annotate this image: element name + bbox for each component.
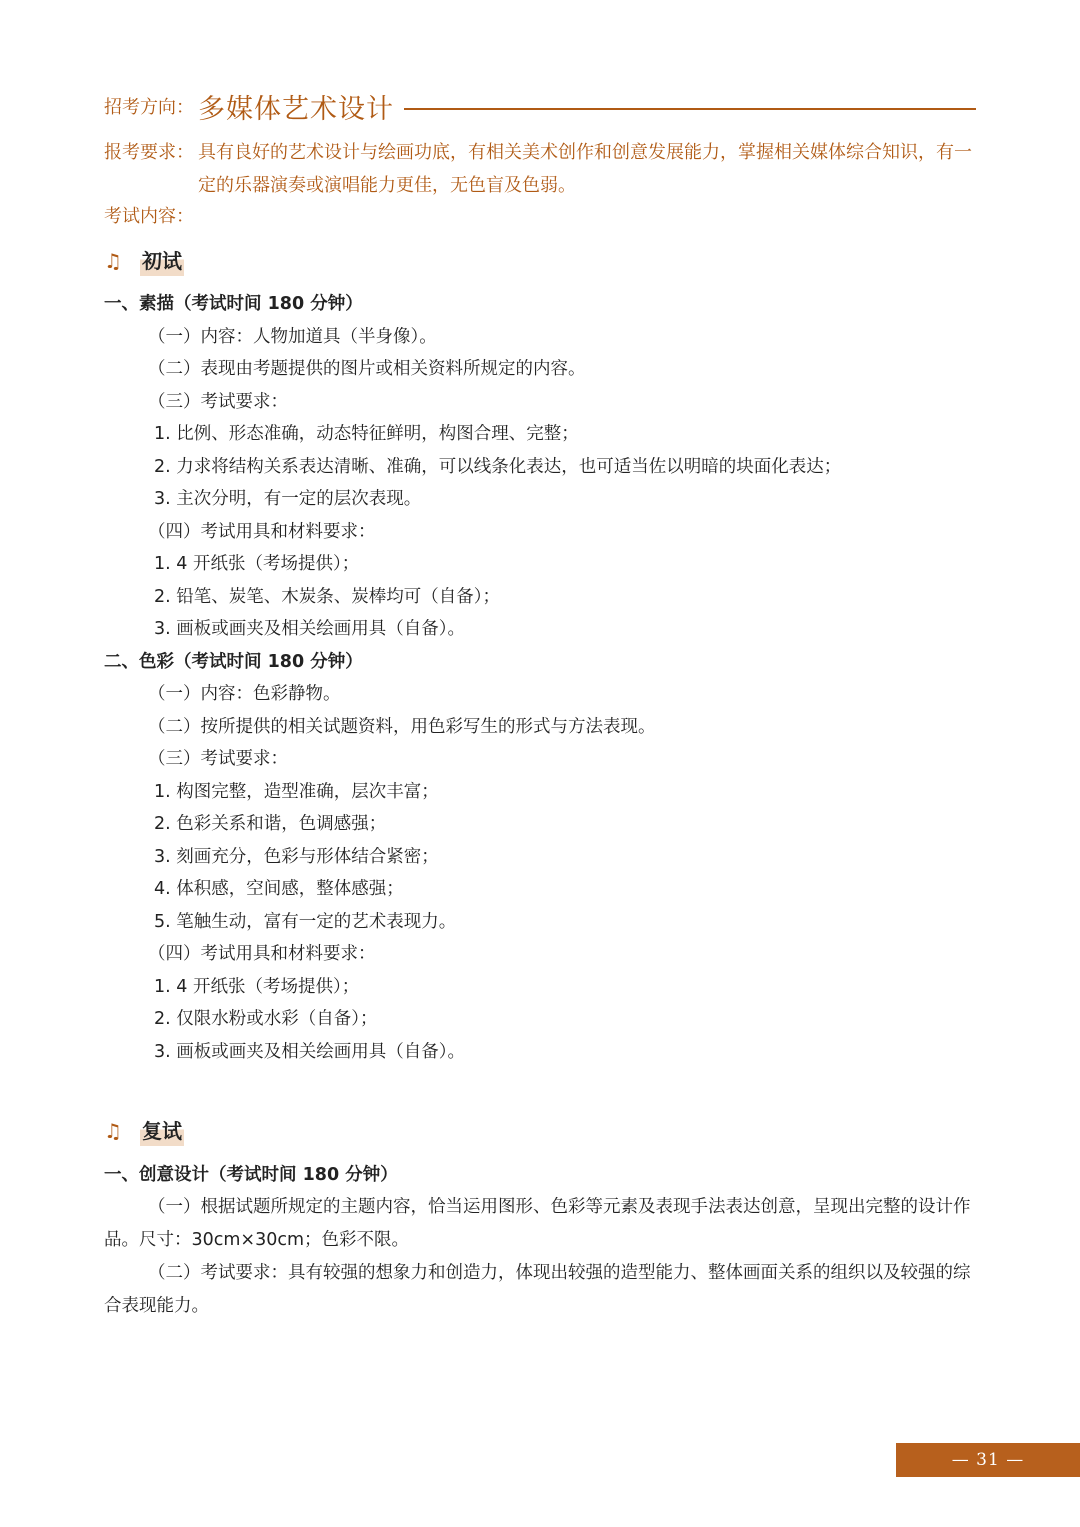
color-tool-2: 2. 仅限水粉或水彩（自备）； (154, 1009, 378, 1029)
sketch-req-1: 1. 比例、形态准确，动态特征鲜明，构图合理、完整； (154, 424, 579, 444)
color-item-4: （四）考试用具和材料要求： (148, 944, 376, 964)
page-number: — 31 — (951, 1450, 1025, 1470)
design-paragraph-1: （一）根据试题所规定的主题内容，恰当运用图形、色彩等元素及表现手法表达创意，呈现出完整的设计作品。尺寸：30cm×30cm；色彩不限。 (104, 1197, 971, 1250)
color-tool-1: 1. 4 开纸张（考场提供）； (154, 977, 360, 997)
title-rule (404, 108, 976, 110)
requirements-block (104, 136, 984, 202)
color-req-3: 3. 刻画充分，色彩与形体结合紧密； (154, 847, 439, 867)
sketch-item-4: （四）考试用具和材料要求： (148, 522, 376, 542)
color-item-1: （一）内容：色彩静物。 (148, 684, 341, 704)
sketch-item-3: （三）考试要求： (148, 392, 288, 412)
sketch-req-2: 2. 力求将结构关系表达清晰、准确，可以线条化表达，也可适当佐以明暗的块面化表达； (154, 457, 842, 477)
design-heading: 一、创意设计（考试时间 180 分钟） (104, 1165, 398, 1185)
sketch-tool-3: 3. 画板或画夹及相关绘画用具（自备）。 (154, 619, 466, 639)
section-preliminary (104, 244, 184, 278)
sketch-heading: 一、素描（考试时间 180 分钟） (104, 294, 363, 314)
color-heading: 二、色彩（考试时间 180 分钟） (104, 652, 363, 672)
design-paragraph-2: （二）考试要求：具有较强的想象力和创造力，体现出较强的造型能力、整体画面关系的组织以及较强的综合表现能力。 (104, 1263, 971, 1316)
section-title-retest: 复试 (140, 1116, 184, 1146)
color-item-2: （二）按所提供的相关试题资料，用色彩写生的形式与方法表现。 (148, 717, 656, 737)
sketch-tool-2: 2. 铅笔、炭笔、木炭条、炭棒均可（自备）； (154, 587, 501, 607)
direction-label: 招考方向： (104, 97, 194, 118)
section-title-preliminary: 初试 (140, 246, 184, 276)
direction-title: 多媒体艺术设计 (198, 93, 394, 125)
music-note-icon: ♫ (104, 1119, 122, 1143)
color-req-1: 1. 构图完整，造型准确，层次丰富； (154, 782, 439, 802)
direction-header (104, 86, 976, 126)
color-req-5: 5. 笔触生动，富有一定的艺术表现力。 (154, 912, 457, 932)
sketch-item-2: （二）表现由考题提供的图片或相关资料所规定的内容。 (148, 359, 586, 379)
sketch-req-3: 3. 主次分明，有一定的层次表现。 (154, 489, 422, 509)
requirements-text: 具有良好的艺术设计与绘画功底，有相关美术创作和创意发展能力，掌握相关媒体综合知识，有一定的乐器演奏或演唱能力更佳，无色盲及色弱。 (198, 142, 972, 196)
content-label: 考试内容： (104, 206, 194, 227)
color-req-2: 2. 色彩关系和谐，色调感强； (154, 814, 387, 834)
sketch-item-1: （一）内容：人物加道具（半身像）。 (148, 327, 437, 347)
sketch-tool-1: 1. 4 开纸张（考场提供）； (154, 554, 360, 574)
color-tool-3: 3. 画板或画夹及相关绘画用具（自备）。 (154, 1042, 466, 1062)
color-req-4: 4. 体积感，空间感，整体感强； (154, 879, 404, 899)
music-note-icon: ♫ (104, 249, 122, 273)
page-number-box (896, 1443, 1080, 1477)
requirements-label: 报考要求： (104, 142, 194, 163)
section-retest (104, 1114, 184, 1148)
color-item-3: （三）考试要求： (148, 749, 288, 769)
